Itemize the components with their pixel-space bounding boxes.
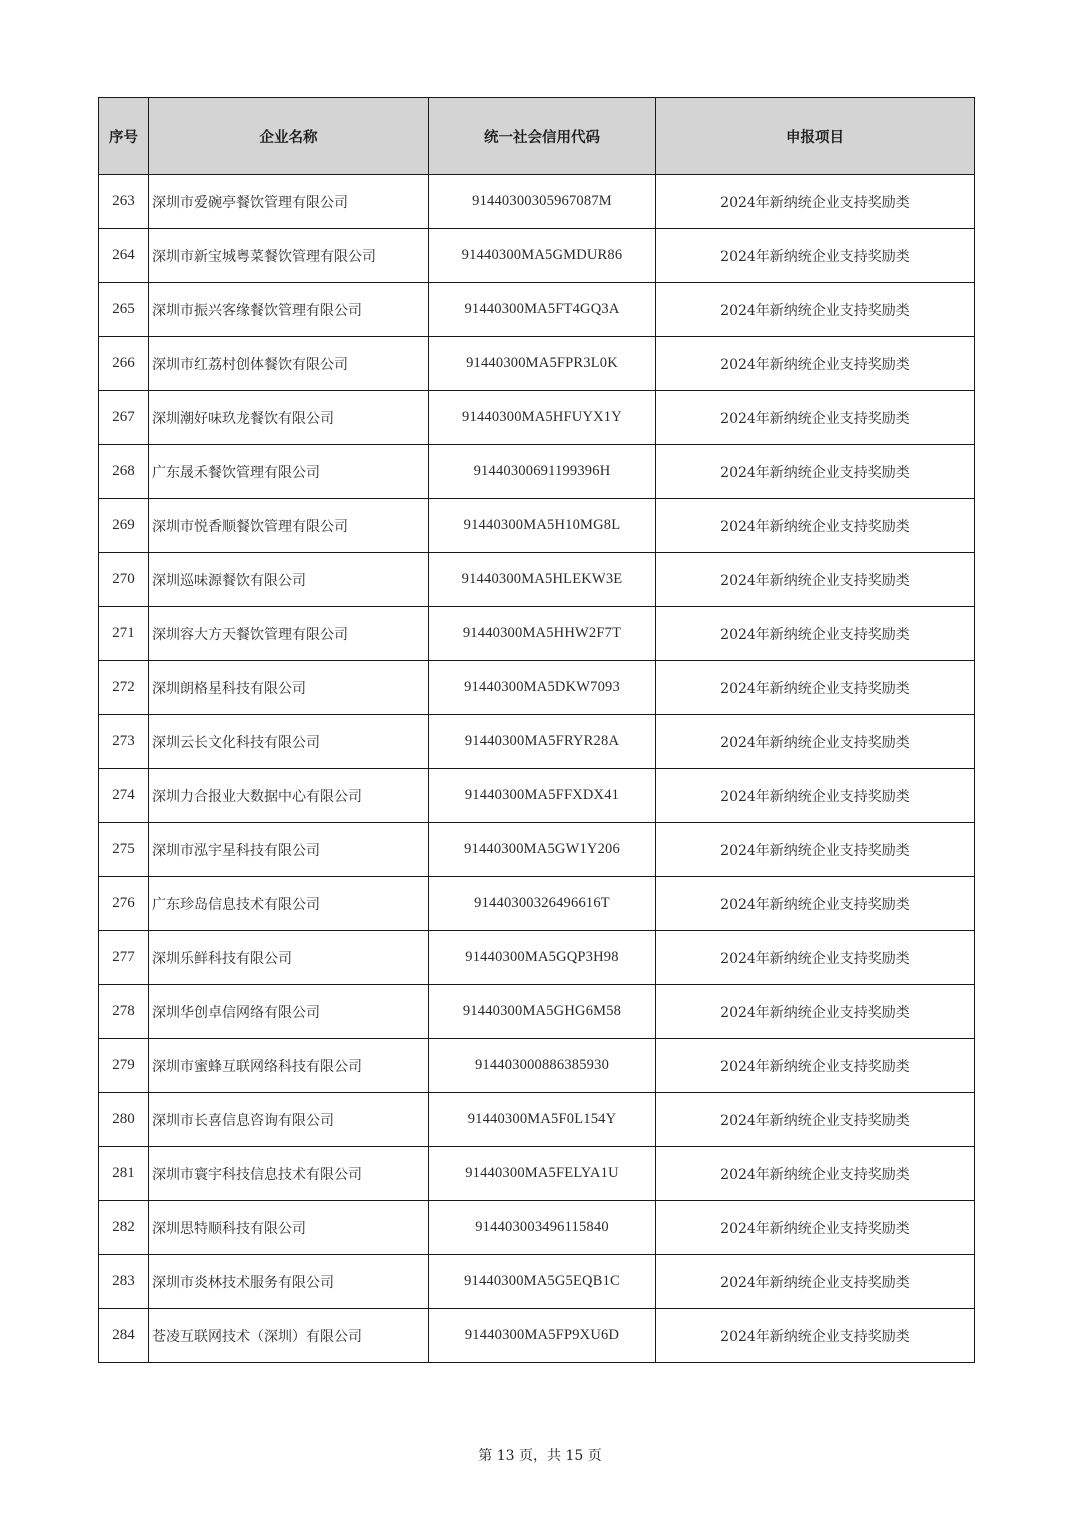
row-serial: 282	[99, 1201, 149, 1255]
row-credit-code: 91440300MA5HHW2F7T	[429, 607, 656, 661]
row-credit-code: 91440300MA5FELYA1U	[429, 1147, 656, 1201]
table-row	[99, 607, 975, 661]
row-credit-code: 914403000886385930	[429, 1039, 656, 1093]
table-row	[99, 877, 975, 931]
row-company-name: 深圳市爱碗亭餐饮管理有限公司	[149, 175, 429, 229]
table-row	[99, 499, 975, 553]
row-serial: 281	[99, 1147, 149, 1201]
table-row	[99, 553, 975, 607]
row-company-name: 深圳市寰宇科技信息技术有限公司	[149, 1147, 429, 1201]
row-serial: 273	[99, 715, 149, 769]
row-project: 2024年新纳统企业支持奖励类	[656, 1039, 975, 1093]
table-row	[99, 283, 975, 337]
row-serial: 272	[99, 661, 149, 715]
row-credit-code: 91440300MA5GMDUR86	[429, 229, 656, 283]
row-credit-code: 91440300MA5GHG6M58	[429, 985, 656, 1039]
row-company-name: 深圳朗格星科技有限公司	[149, 661, 429, 715]
row-credit-code: 91440300MA5HFUYX1Y	[429, 391, 656, 445]
row-credit-code: 91440300691199396H	[429, 445, 656, 499]
row-credit-code: 91440300MA5FP9XU6D	[429, 1309, 656, 1363]
row-project: 2024年新纳统企业支持奖励类	[656, 607, 975, 661]
row-serial: 267	[99, 391, 149, 445]
row-credit-code: 91440300MA5H10MG8L	[429, 499, 656, 553]
row-credit-code: 91440300305967087M	[429, 175, 656, 229]
row-company-name: 深圳市泓宇星科技有限公司	[149, 823, 429, 877]
header-project: 申报项目	[656, 98, 975, 175]
row-credit-code: 91440300MA5FRYR28A	[429, 715, 656, 769]
row-company-name: 深圳市红荔村创体餐饮有限公司	[149, 337, 429, 391]
enterprise-table	[98, 97, 975, 1363]
table-row	[99, 229, 975, 283]
row-serial: 271	[99, 607, 149, 661]
table-header	[99, 98, 975, 175]
row-serial: 274	[99, 769, 149, 823]
table-row	[99, 985, 975, 1039]
row-project: 2024年新纳统企业支持奖励类	[656, 1093, 975, 1147]
table-row	[99, 769, 975, 823]
row-company-name: 深圳市蜜蜂互联网络科技有限公司	[149, 1039, 429, 1093]
table-row	[99, 1039, 975, 1093]
row-serial: 269	[99, 499, 149, 553]
row-project: 2024年新纳统企业支持奖励类	[656, 1201, 975, 1255]
row-serial: 284	[99, 1309, 149, 1363]
table-row	[99, 175, 975, 229]
row-serial: 280	[99, 1093, 149, 1147]
row-credit-code: 91440300MA5FPR3L0K	[429, 337, 656, 391]
row-credit-code: 914403003496115840	[429, 1201, 656, 1255]
row-project: 2024年新纳统企业支持奖励类	[656, 175, 975, 229]
table-row	[99, 1147, 975, 1201]
header-company-name: 企业名称	[149, 98, 429, 175]
table-row	[99, 715, 975, 769]
row-company-name: 深圳思特顺科技有限公司	[149, 1201, 429, 1255]
row-company-name: 深圳力合报业大数据中心有限公司	[149, 769, 429, 823]
row-credit-code: 91440300MA5DKW7093	[429, 661, 656, 715]
row-serial: 264	[99, 229, 149, 283]
row-project: 2024年新纳统企业支持奖励类	[656, 1255, 975, 1309]
table-row	[99, 1255, 975, 1309]
row-credit-code: 91440300MA5G5EQB1C	[429, 1255, 656, 1309]
row-project: 2024年新纳统企业支持奖励类	[656, 1147, 975, 1201]
row-serial: 265	[99, 283, 149, 337]
row-credit-code: 91440300MA5GW1Y206	[429, 823, 656, 877]
row-serial: 279	[99, 1039, 149, 1093]
row-serial: 270	[99, 553, 149, 607]
row-company-name: 广东珍岛信息技术有限公司	[149, 877, 429, 931]
row-credit-code: 91440300MA5FFXDX41	[429, 769, 656, 823]
row-company-name: 深圳巡味源餐饮有限公司	[149, 553, 429, 607]
row-project: 2024年新纳统企业支持奖励类	[656, 229, 975, 283]
table-row	[99, 1093, 975, 1147]
row-project: 2024年新纳统企业支持奖励类	[656, 499, 975, 553]
row-company-name: 深圳市新宝城粤菜餐饮管理有限公司	[149, 229, 429, 283]
row-serial: 276	[99, 877, 149, 931]
table-row	[99, 1309, 975, 1363]
page-number: 第 13 页，共 15 页	[478, 1448, 602, 1464]
row-serial: 263	[99, 175, 149, 229]
row-company-name: 深圳容大方天餐饮管理有限公司	[149, 607, 429, 661]
table-row	[99, 445, 975, 499]
row-project: 2024年新纳统企业支持奖励类	[656, 931, 975, 985]
table-row	[99, 823, 975, 877]
row-company-name: 深圳华创卓信网络有限公司	[149, 985, 429, 1039]
row-project: 2024年新纳统企业支持奖励类	[656, 715, 975, 769]
header-row	[99, 98, 975, 175]
row-project: 2024年新纳统企业支持奖励类	[656, 553, 975, 607]
table-row	[99, 661, 975, 715]
row-credit-code: 91440300MA5F0L154Y	[429, 1093, 656, 1147]
row-project: 2024年新纳统企业支持奖励类	[656, 1309, 975, 1363]
table-row	[99, 931, 975, 985]
row-serial: 275	[99, 823, 149, 877]
row-credit-code: 91440300MA5HLEKW3E	[429, 553, 656, 607]
row-serial: 268	[99, 445, 149, 499]
row-serial: 266	[99, 337, 149, 391]
row-company-name: 深圳云长文化科技有限公司	[149, 715, 429, 769]
row-project: 2024年新纳统企业支持奖励类	[656, 445, 975, 499]
row-credit-code: 91440300326496616T	[429, 877, 656, 931]
row-company-name: 深圳乐鲜科技有限公司	[149, 931, 429, 985]
table-body	[99, 175, 975, 1363]
row-company-name: 深圳潮好味玖龙餐饮有限公司	[149, 391, 429, 445]
row-credit-code: 91440300MA5GQP3H98	[429, 931, 656, 985]
row-project: 2024年新纳统企业支持奖励类	[656, 661, 975, 715]
row-company-name: 深圳市悦香顺餐饮管理有限公司	[149, 499, 429, 553]
row-project: 2024年新纳统企业支持奖励类	[656, 823, 975, 877]
row-project: 2024年新纳统企业支持奖励类	[656, 769, 975, 823]
row-company-name: 广东晟禾餐饮管理有限公司	[149, 445, 429, 499]
header-credit-code: 统一社会信用代码	[429, 98, 656, 175]
table-row	[99, 391, 975, 445]
row-company-name: 深圳市振兴客缘餐饮管理有限公司	[149, 283, 429, 337]
row-serial: 277	[99, 931, 149, 985]
table-row	[99, 337, 975, 391]
row-project: 2024年新纳统企业支持奖励类	[656, 877, 975, 931]
row-credit-code: 91440300MA5FT4GQ3A	[429, 283, 656, 337]
table-row	[99, 1201, 975, 1255]
row-project: 2024年新纳统企业支持奖励类	[656, 337, 975, 391]
row-company-name: 苍凌互联网技术（深圳）有限公司	[149, 1309, 429, 1363]
page-footer	[0, 1445, 1080, 1465]
row-project: 2024年新纳统企业支持奖励类	[656, 283, 975, 337]
row-project: 2024年新纳统企业支持奖励类	[656, 391, 975, 445]
row-serial: 283	[99, 1255, 149, 1309]
header-serial: 序号	[99, 98, 149, 175]
row-project: 2024年新纳统企业支持奖励类	[656, 985, 975, 1039]
row-company-name: 深圳市炎林技术服务有限公司	[149, 1255, 429, 1309]
row-company-name: 深圳市长喜信息咨询有限公司	[149, 1093, 429, 1147]
row-serial: 278	[99, 985, 149, 1039]
